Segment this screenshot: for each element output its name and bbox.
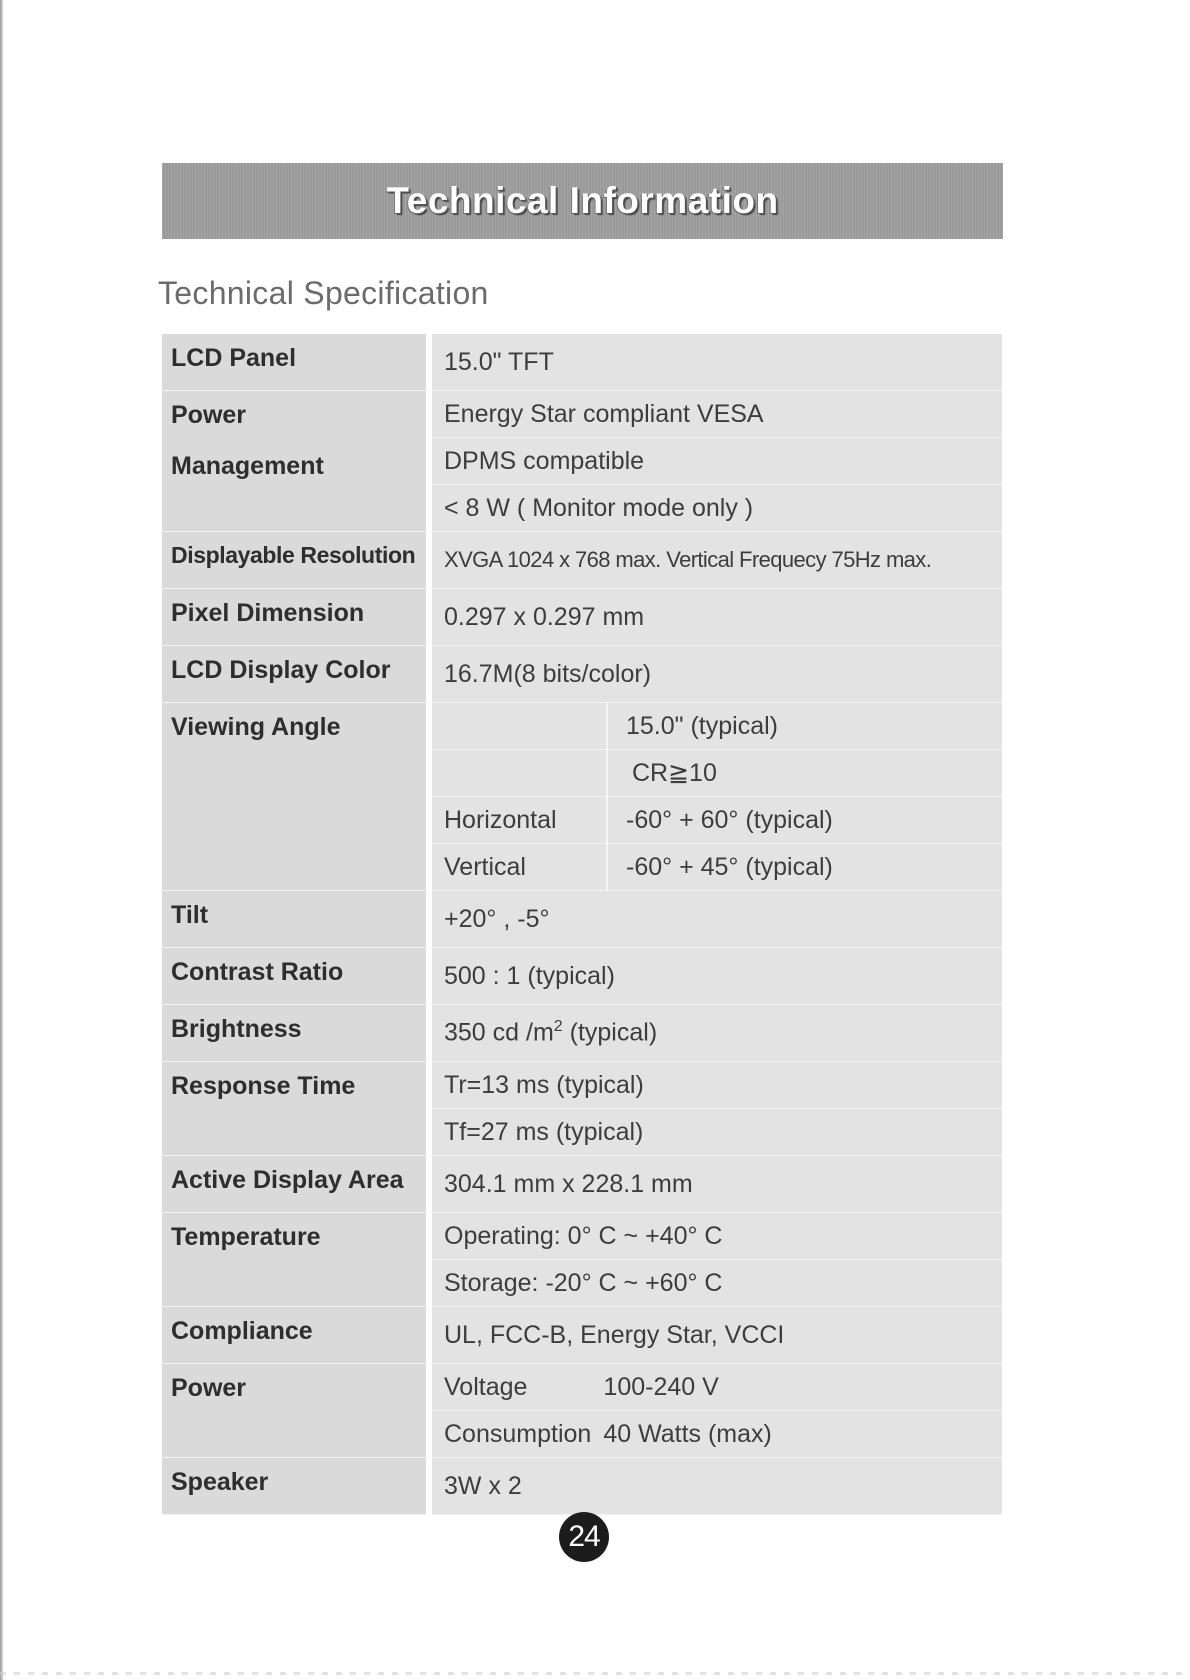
table-row-viewing-angle (162, 703, 1002, 750)
spec-label-lcd-panel: LCD Panel (162, 334, 429, 391)
spec-value-power-voltage (429, 1364, 1002, 1411)
spec-label-power: Power (162, 1364, 429, 1458)
spec-value-response-time-2: Tf=27 ms (typical) (429, 1109, 1002, 1156)
table-row-active-display-area (162, 1156, 1002, 1213)
spec-value-speaker: 3W x 2 (429, 1458, 1002, 1515)
table-row-temperature (162, 1213, 1002, 1260)
table-row-tilt (162, 891, 1002, 948)
spec-label-brightness: Brightness (162, 1005, 429, 1062)
table-row-response-time (162, 1062, 1002, 1109)
spec-label-speaker: Speaker (162, 1458, 429, 1515)
table-row-displayable-resolution (162, 532, 1002, 589)
spec-label-active-display-area: Active Display Area (162, 1156, 429, 1213)
spec-value-displayable-resolution: XVGA 1024 x 768 max. Vertical Frequecy 75Hz max. (429, 532, 1002, 589)
spec-label-displayable-resolution: Displayable Resolution (162, 532, 429, 589)
viewing-angle-empty-cell (429, 703, 607, 750)
table-row-lcd-panel (162, 334, 1002, 391)
brightness-value-text: 350 cd /m (444, 1018, 554, 1047)
viewing-angle-condition: CR≧10 (607, 750, 1002, 797)
spec-value-brightness (429, 1005, 1002, 1062)
table-row-contrast-ratio (162, 948, 1002, 1005)
brightness-value-suffix: (typical) (562, 1018, 658, 1047)
spec-value-power-management-3: < 8 W ( Monitor mode only ) (429, 485, 1002, 532)
table-row-lcd-display-color (162, 646, 1002, 703)
viewing-angle-size: 15.0" (typical) (607, 703, 1002, 750)
spec-label-response-time: Response Time (162, 1062, 429, 1156)
power-consumption-label: Consumption (444, 1419, 592, 1448)
table-row-compliance (162, 1307, 1002, 1364)
spec-label-temperature: Temperature (162, 1213, 429, 1307)
spec-label-viewing-angle: Viewing Angle (162, 703, 429, 891)
scan-edge-noise (0, 1672, 1190, 1675)
spec-value-pixel-dimension: 0.297 x 0.297 mm (429, 589, 1002, 646)
power-voltage-value: 100-240 V (603, 1372, 719, 1401)
spec-value-compliance: UL, FCC-B, Energy Star, VCCI (429, 1307, 1002, 1364)
power-consumption-value: 40 Watts (max) (603, 1419, 772, 1448)
brightness-superscript: 2 (553, 1018, 563, 1036)
spec-value-power-management-2: DPMS compatible (429, 438, 1002, 485)
spec-value-lcd-display-color: 16.7M(8 bits/color) (429, 646, 1002, 703)
spec-value-lcd-panel: 15.0" TFT (429, 334, 1002, 391)
spec-table (162, 334, 1002, 1515)
spec-value-tilt: +20° , -5° (429, 891, 1002, 948)
section-title: Technical Specification (158, 275, 489, 311)
page-number-badge: 24 (559, 1512, 609, 1562)
page-edge-shadow (0, 0, 3, 1680)
spec-label-power-management-line1: Power (171, 401, 247, 429)
power-voltage-label: Voltage (444, 1372, 528, 1401)
viewing-angle-vertical-value: -60° + 45° (typical) (607, 844, 1002, 891)
table-row-pixel-dimension (162, 589, 1002, 646)
table-row-power (162, 1364, 1002, 1411)
spec-value-active-display-area: 304.1 mm x 228.1 mm (429, 1156, 1002, 1213)
spec-label-power-management-line2: Management (171, 452, 324, 480)
table-row-power-management (162, 391, 1002, 438)
banner-title: Technical Information (386, 180, 779, 221)
spec-label-contrast-ratio: Contrast Ratio (162, 948, 429, 1005)
viewing-angle-horizontal-value: -60° + 60° (typical) (607, 797, 1002, 844)
spec-label-power-management (162, 391, 429, 532)
spec-value-response-time-1: Tr=13 ms (typical) (429, 1062, 1002, 1109)
spec-label-compliance: Compliance (162, 1307, 429, 1364)
spec-value-power-consumption (429, 1411, 1002, 1458)
table-row-speaker (162, 1458, 1002, 1515)
spec-value-temperature-operating: Operating: 0° C ~ +40° C (429, 1213, 1002, 1260)
viewing-angle-empty-cell-2 (429, 750, 607, 797)
viewing-angle-horizontal-label: Horizontal (429, 797, 607, 844)
spec-value-power-management-1: Energy Star compliant VESA (429, 391, 1002, 438)
spec-label-lcd-display-color: LCD Display Color (162, 646, 429, 703)
header-banner (162, 163, 1003, 239)
spec-label-tilt: Tilt (162, 891, 429, 948)
spec-label-pixel-dimension: Pixel Dimension (162, 589, 429, 646)
spec-value-contrast-ratio: 500 : 1 (typical) (429, 948, 1002, 1005)
table-row-brightness (162, 1005, 1002, 1062)
viewing-angle-vertical-label: Vertical (429, 844, 607, 891)
spec-value-temperature-storage: Storage: -20° C ~ +60° C (429, 1260, 1002, 1307)
